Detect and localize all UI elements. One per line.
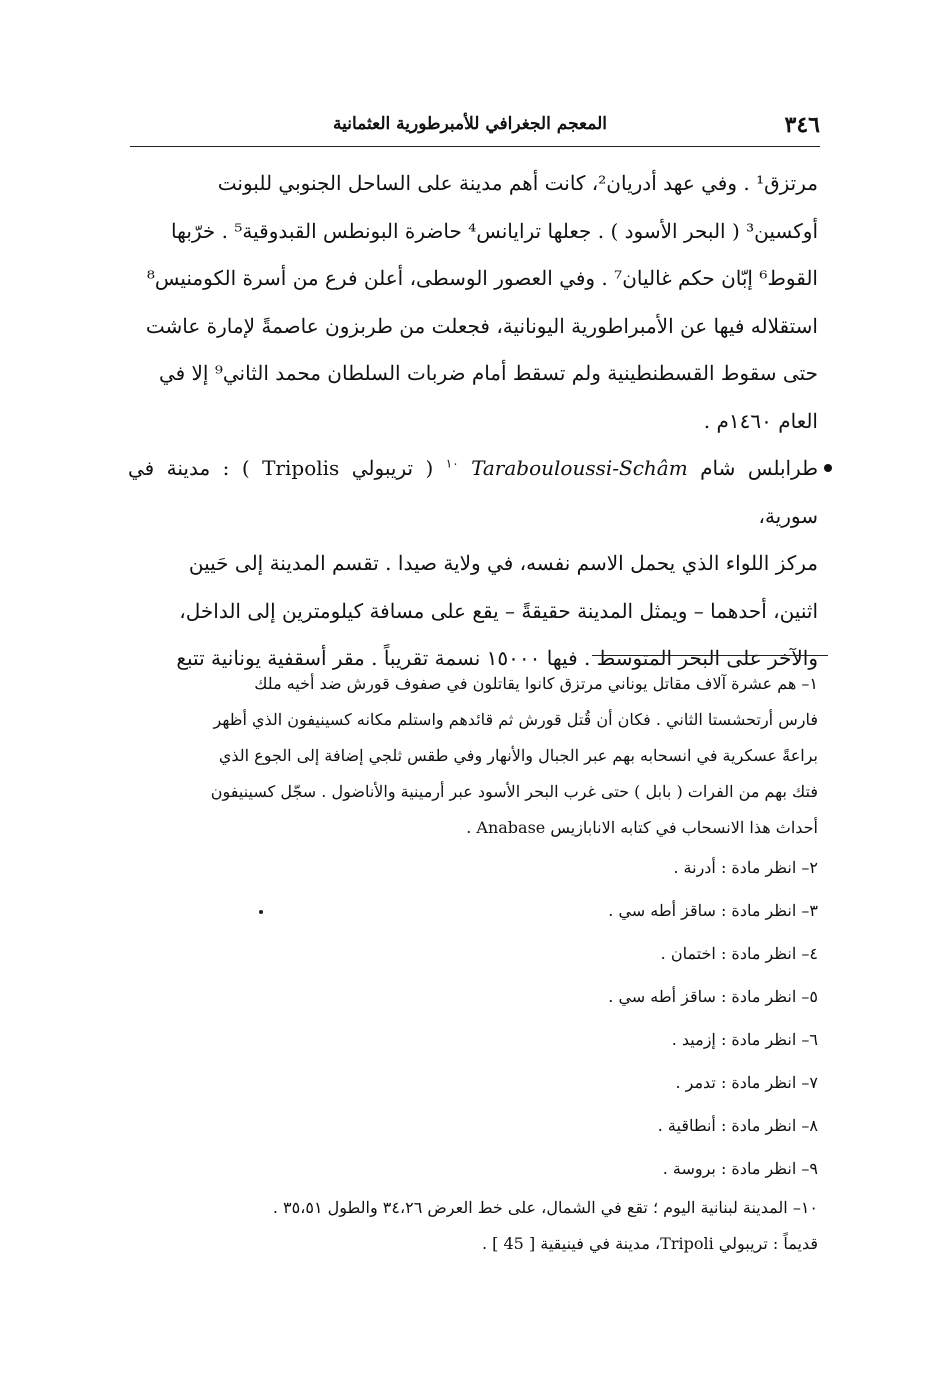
page-number: ٣٤٦	[784, 112, 820, 138]
entry1-line: حتى سقوط القسطنطينية ولم تسقط أمام ضربات السلطان محمد الثاني⁹ إلا في	[158, 361, 818, 385]
footnote-ref: ١٠	[445, 456, 459, 471]
entry-headword: طرابلس شام	[700, 456, 819, 480]
footnote-1-line: براعةً عسكرية في انسحابه بهم عبر الجبال والأنهار وفي طقس ثلجي إضافة إلى الجوع الذي	[218, 746, 818, 765]
footnote-8: ٨– انظر مادة : أنطاقية .	[657, 1116, 818, 1135]
footnote-7: ٧– انظر مادة : تدمر .	[675, 1073, 818, 1092]
footnote-rule	[592, 655, 828, 656]
entry1-line: أوكسين³ ( البحر الأسود ) . جعلها ترايانس⁴ حاضرة البونطس القبدوقية⁵ . خرّبها	[171, 218, 818, 243]
footnote-4: ٤– انظر مادة : اختمان .	[660, 944, 818, 963]
main-text	[128, 160, 818, 683]
footnote-2: ٢– انظر مادة : أدرنة .	[673, 858, 818, 877]
footnote-1-line: أحداث هذا الانسحاب في كتابه الانابازيس Anabase .	[466, 818, 818, 837]
entry2-line: والآخر على البحر المتوسط . فيها ١٥٠٠٠ نسمة تقريباً . مقر أسقفية يونانية تتبع	[176, 646, 818, 670]
footnote-3: ٣– انظر مادة : ساقز أطه سي .	[608, 901, 818, 920]
entry-tripoli-head	[128, 445, 818, 540]
footnote-6: ٦– انظر مادة : إزميد .	[671, 1030, 818, 1049]
footnotes	[128, 666, 818, 1262]
entry1-line: استقلاله فيها عن الأمبراطورية اليونانية، فجعلت من طربزون عاصمةً لإمارة عاشت	[145, 313, 818, 338]
entry1-line: مرتزق¹ . وفي عهد أدريان²، كانت أهم مدينة على الساحل الجنوبي للبونت	[217, 171, 818, 195]
footnote-1-line: فارس أرتحشستا الثاني . فكان أن قُتل قورش ثم قائدهم واستلم مكانه كسينيفون الذي أظهر	[213, 710, 818, 729]
running-header	[130, 112, 820, 142]
entry2-line: اثنين، أحدهما – ويمثل المدينة حقيقةً – يقع على مسافة كيلومترين إلى الداخل،	[179, 598, 818, 623]
ink-speck	[259, 910, 263, 914]
footnote-1-line: ١– هم عشرة آلاف مقاتل يوناني مرتزق كانوا يقاتلون في صفوف قورش ضد أخيه ملك	[254, 674, 818, 693]
running-title: المعجم الجغرافي للأمبرطورية العثمانية	[333, 114, 607, 134]
entry2-line: مركز اللواء الذي يحمل الاسم نفسه، في ولاية صيدا . تقسم المدينة إلى حَيين	[188, 551, 818, 575]
footnote-10-line: ١٠– المدينة لبنانية اليوم ؛ تقع في الشمال، على خط العرض ٣٤،٢٦ والطول ٣٥،٥١ .	[272, 1198, 818, 1217]
bullet-icon	[824, 464, 832, 472]
footnote-10-line: قديماً : تريبولي Tripoli، مدينة في فينيقية [ 45 ] .	[482, 1234, 818, 1253]
entry-headword-latin: Tarabouloussi-Schâm	[471, 456, 688, 480]
header-rule	[130, 146, 820, 147]
entry-head-rest: ( تريبولي Tripolis ) : مدينة في سورية،	[128, 456, 818, 528]
footnote-1-line: فتك بهم من الفرات ( بابل ) حتى غرب البحر الأسود عبر أرمينية والأناضول . سجّل كسينيفون	[210, 782, 818, 801]
footnote-9: ٩– انظر مادة : بروسة .	[662, 1159, 818, 1178]
footnote-5: ٥– انظر مادة : ساقز أطه سي .	[608, 987, 818, 1006]
entry1-line: القوط⁶ إبّان حكم غاليان⁷ . وفي العصور الوسطى، أعلن فرع من أسرة الكومنيس⁸	[146, 266, 818, 290]
entry1-line: العام ١٤٦٠م .	[703, 408, 818, 433]
